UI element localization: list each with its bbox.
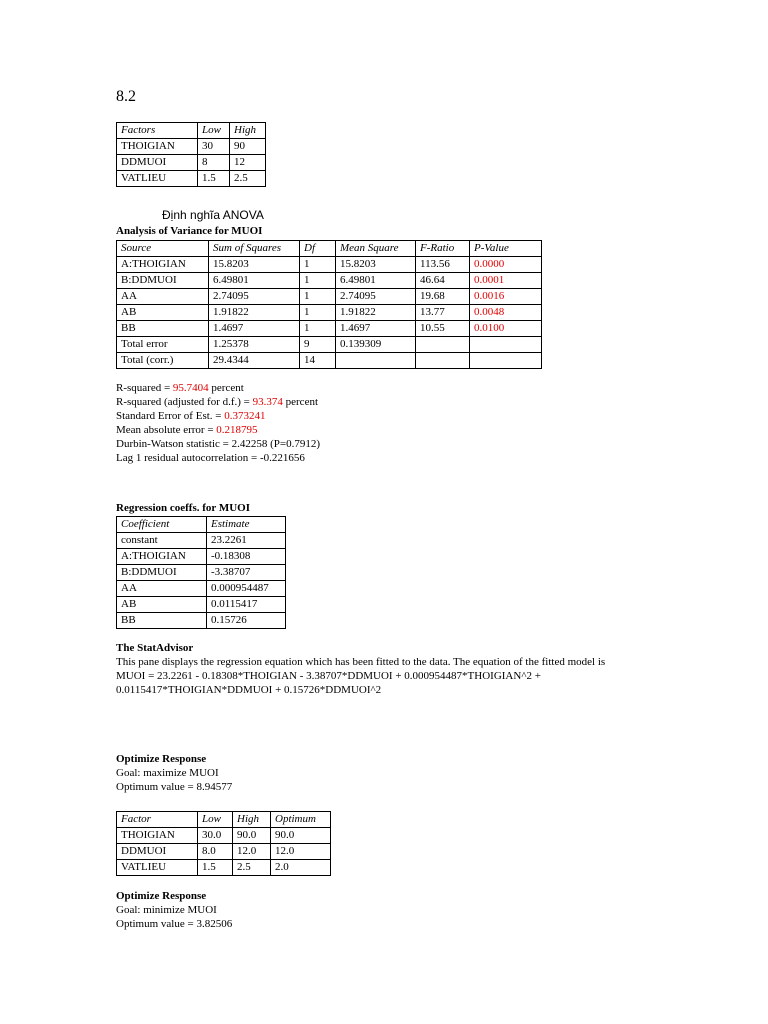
- table-cell: 0.0115417: [207, 597, 286, 613]
- table-row: [117, 273, 542, 289]
- table-cell: [416, 337, 470, 353]
- factors-table: [116, 122, 266, 187]
- table-cell: [470, 353, 542, 369]
- r-squared-adjusted-unit: percent: [282, 396, 319, 408]
- optimize-header-cell: Low: [198, 812, 233, 828]
- table-row: [117, 844, 331, 860]
- table-cell: A:THOIGIAN: [117, 549, 207, 565]
- regression-table: [116, 516, 286, 629]
- durbin-watson-line: Durbin-Watson statistic = 2.42258 (P=0.7912): [116, 438, 321, 450]
- optimize-max-title: Optimize Response: [116, 753, 207, 765]
- table-cell: Total error: [117, 337, 209, 353]
- table-cell: 2.0: [271, 860, 331, 876]
- table-row: [117, 257, 542, 273]
- table-row: [117, 549, 286, 565]
- table-cell: 1.91822: [336, 305, 416, 321]
- r-squared-line: [116, 381, 320, 395]
- table-row: [117, 289, 542, 305]
- table-cell: THOIGIAN: [117, 139, 198, 155]
- r-squared-adjusted-value: 93.374: [252, 396, 283, 408]
- std-error-label: Standard Error of Est. =: [116, 410, 225, 422]
- table-row: [117, 139, 266, 155]
- std-error-value: 0.373241: [224, 410, 266, 422]
- table-cell: DDMUOI: [117, 155, 198, 171]
- table-cell: 90: [230, 139, 266, 155]
- optimize-header-cell: Factor: [117, 812, 198, 828]
- anova-title: Analysis of Variance for MUOI: [116, 225, 263, 237]
- factors-header-cell: High: [230, 123, 266, 139]
- table-row: [117, 597, 286, 613]
- optimize-max-section: [116, 752, 232, 794]
- optimize-header-cell: High: [233, 812, 271, 828]
- table-cell: 14: [300, 353, 336, 369]
- table-cell: 10.55: [416, 321, 470, 337]
- factors-header-cell: Low: [198, 123, 230, 139]
- table-cell: B:DDMUOI: [117, 273, 209, 289]
- table-cell: [336, 353, 416, 369]
- table-cell: 1.25378: [209, 337, 300, 353]
- table-cell: 15.8203: [209, 257, 300, 273]
- table-cell: 8: [198, 155, 230, 171]
- table-cell: 29.4344: [209, 353, 300, 369]
- table-cell: 1: [300, 321, 336, 337]
- lag1-autocorrelation-line: Lag 1 residual autocorrelation = -0.221656: [116, 452, 305, 464]
- mean-absolute-error-line: [116, 423, 320, 437]
- regression-equation: MUOI = 23.2261 - 0.18308*THOIGIAN - 3.38707*DDMUOI + 0.000954487*THOIGIAN^2 +: [116, 670, 541, 682]
- table-row: [117, 828, 331, 844]
- table-cell: 13.77: [416, 305, 470, 321]
- table-cell: 1.4697: [209, 321, 300, 337]
- table-cell: -0.18308: [207, 549, 286, 565]
- table-row: [117, 321, 542, 337]
- optimize-header-row: [117, 812, 331, 828]
- optimize-min-goal: Goal: minimize MUOI: [116, 904, 217, 916]
- table-row: [117, 305, 542, 321]
- table-row: [117, 155, 266, 171]
- table-cell: 1: [300, 289, 336, 305]
- table-row: [117, 581, 286, 597]
- table-cell: 12: [230, 155, 266, 171]
- table-cell: 6.49801: [209, 273, 300, 289]
- table-cell: 90.0: [233, 828, 271, 844]
- anova-definition: Định nghĩa ANOVA: [162, 208, 264, 222]
- statadvisor-text: This pane displays the regression equation which has been fitted to the data. The equation of the fitted model is: [116, 656, 606, 668]
- table-cell: 12.0: [271, 844, 331, 860]
- p-value-cell: 0.0000: [470, 257, 542, 273]
- table-cell: 2.74095: [209, 289, 300, 305]
- r-squared-adjusted-label: R-squared (adjusted for d.f.) =: [116, 396, 253, 408]
- table-cell: VATLIEU: [117, 171, 198, 187]
- table-cell: 1: [300, 257, 336, 273]
- table-cell: 90.0: [271, 828, 331, 844]
- table-row: [117, 565, 286, 581]
- table-cell: Total (corr.): [117, 353, 209, 369]
- table-cell: AA: [117, 289, 209, 305]
- table-cell: 30.0: [198, 828, 233, 844]
- r-squared-unit: percent: [208, 382, 244, 394]
- table-cell: 1: [300, 273, 336, 289]
- table-row: [117, 533, 286, 549]
- anova-header-cell: Mean Square: [336, 241, 416, 257]
- r-squared-adjusted-line: [116, 395, 320, 409]
- table-cell: 15.8203: [336, 257, 416, 273]
- optimize-min-optimum: Optimum value = 3.82506: [116, 918, 233, 930]
- table-cell: 1.5: [198, 171, 230, 187]
- regression-header-cell: Estimate: [207, 517, 286, 533]
- regression-header-cell: Coefficient: [117, 517, 207, 533]
- optimize-table: [116, 811, 331, 876]
- optimize-header-cell: Optimum: [271, 812, 331, 828]
- table-cell: 9: [300, 337, 336, 353]
- anova-header-cell: Df: [300, 241, 336, 257]
- table-cell: 46.64: [416, 273, 470, 289]
- table-cell: 30: [198, 139, 230, 155]
- statadvisor-section: [116, 641, 605, 697]
- table-row: [117, 353, 542, 369]
- table-cell: 2.5: [230, 171, 266, 187]
- optimize-min-title: Optimize Response: [116, 890, 207, 902]
- factors-header-cell: Factors: [117, 123, 198, 139]
- p-value-cell: 0.0001: [470, 273, 542, 289]
- mean-absolute-error-label: Mean absolute error =: [116, 424, 217, 436]
- mean-absolute-error-value: 0.218795: [216, 424, 258, 436]
- table-cell: VATLIEU: [117, 860, 198, 876]
- anova-header-cell: P-Value: [470, 241, 542, 257]
- regression-title: Regression coeffs. for MUOI: [116, 502, 251, 514]
- table-cell: 113.56: [416, 257, 470, 273]
- table-cell: 1: [300, 305, 336, 321]
- table-row: [117, 613, 286, 629]
- table-row: [117, 171, 266, 187]
- section-number: 8.2: [116, 88, 136, 105]
- optimize-max-goal: Goal: maximize MUOI: [116, 767, 219, 779]
- table-cell: [470, 337, 542, 353]
- table-cell: 6.49801: [336, 273, 416, 289]
- table-row: [117, 860, 331, 876]
- anova-table: [116, 240, 542, 369]
- regression-equation-continued: 0.0115417*THOIGIAN*DDMUOI + 0.15726*DDMUOI^2: [116, 684, 382, 696]
- table-row: [117, 337, 542, 353]
- table-cell: 1.91822: [209, 305, 300, 321]
- p-value-cell: 0.0016: [470, 289, 542, 305]
- table-cell: AB: [117, 305, 209, 321]
- table-cell: 19.68: [416, 289, 470, 305]
- table-cell: 1.5: [198, 860, 233, 876]
- table-cell: 2.74095: [336, 289, 416, 305]
- table-cell: A:THOIGIAN: [117, 257, 209, 273]
- std-error-line: [116, 409, 320, 423]
- p-value-cell: 0.0048: [470, 305, 542, 321]
- statadvisor-title: The StatAdvisor: [116, 642, 194, 654]
- r-squared-value: 95.7404: [172, 382, 209, 394]
- table-cell: 8.0: [198, 844, 233, 860]
- table-cell: 0.139309: [336, 337, 416, 353]
- table-cell: THOIGIAN: [117, 828, 198, 844]
- anova-header-row: [117, 241, 542, 257]
- table-cell: [416, 353, 470, 369]
- anova-header-cell: F-Ratio: [416, 241, 470, 257]
- table-cell: B:DDMUOI: [117, 565, 207, 581]
- anova-header-cell: Sum of Squares: [209, 241, 300, 257]
- table-cell: DDMUOI: [117, 844, 198, 860]
- table-cell: 12.0: [233, 844, 271, 860]
- table-cell: 0.000954487: [207, 581, 286, 597]
- p-value-cell: 0.0100: [470, 321, 542, 337]
- summary-stats: [116, 381, 320, 465]
- table-cell: 0.15726: [207, 613, 286, 629]
- factors-header-row: [117, 123, 266, 139]
- anova-header-cell: Source: [117, 241, 209, 257]
- table-cell: 2.5: [233, 860, 271, 876]
- table-cell: constant: [117, 533, 207, 549]
- table-cell: BB: [117, 613, 207, 629]
- table-cell: -3.38707: [207, 565, 286, 581]
- optimize-max-optimum: Optimum value = 8.94577: [116, 781, 233, 793]
- table-cell: AB: [117, 597, 207, 613]
- r-squared-label: R-squared =: [116, 382, 173, 394]
- table-cell: 23.2261: [207, 533, 286, 549]
- table-cell: AA: [117, 581, 207, 597]
- table-cell: 1.4697: [336, 321, 416, 337]
- optimize-min-section: [116, 889, 232, 931]
- table-cell: BB: [117, 321, 209, 337]
- regression-header-row: [117, 517, 286, 533]
